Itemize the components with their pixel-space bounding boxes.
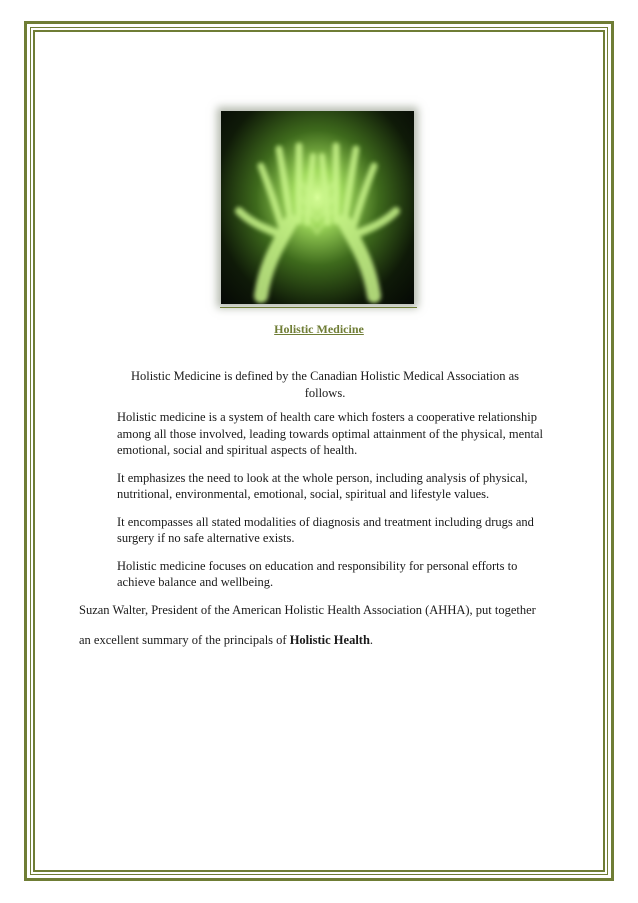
summary-paragraph (79, 602, 569, 661)
glowing-hands-image (221, 111, 414, 304)
summary-end: . (369, 632, 374, 647)
definition-point: It emphasizes the need to look at the whole person, including analysis of physical, nutritional, environmental, emotional, social, spiritual and lifestyle values. (117, 470, 528, 501)
image-caption-rule (220, 307, 417, 308)
definition-point: Holistic medicine is a system of health care which fosters a cooperative relationship among all those involved, leading towards optimal attainment of the physical, mental emotional, social and spiritual aspects of health. (117, 410, 543, 457)
summary-line (79, 632, 569, 649)
page-title: Holistic Medicine (274, 322, 364, 336)
glowing-hands-icon (221, 111, 414, 304)
summary-line: Suzan Walter, President of the American Holistic Health Association (AHHA), put together (79, 603, 536, 617)
summary-prefix: an excellent summary of the principals of (79, 632, 287, 647)
intro-paragraph: Holistic Medicine is defined by the Canadian Holistic Medical Association as follows. (130, 369, 520, 400)
summary-emphasis: Holistic Health (289, 632, 370, 647)
definition-list (117, 409, 557, 602)
definition-point: It encompasses all stated modalities of diagnosis and treatment including drugs and surgery if no safe alternative exists. (117, 514, 534, 545)
definition-point: Holistic medicine focuses on education and responsibility for personal efforts to achieve balance and wellbeing. (117, 558, 518, 589)
